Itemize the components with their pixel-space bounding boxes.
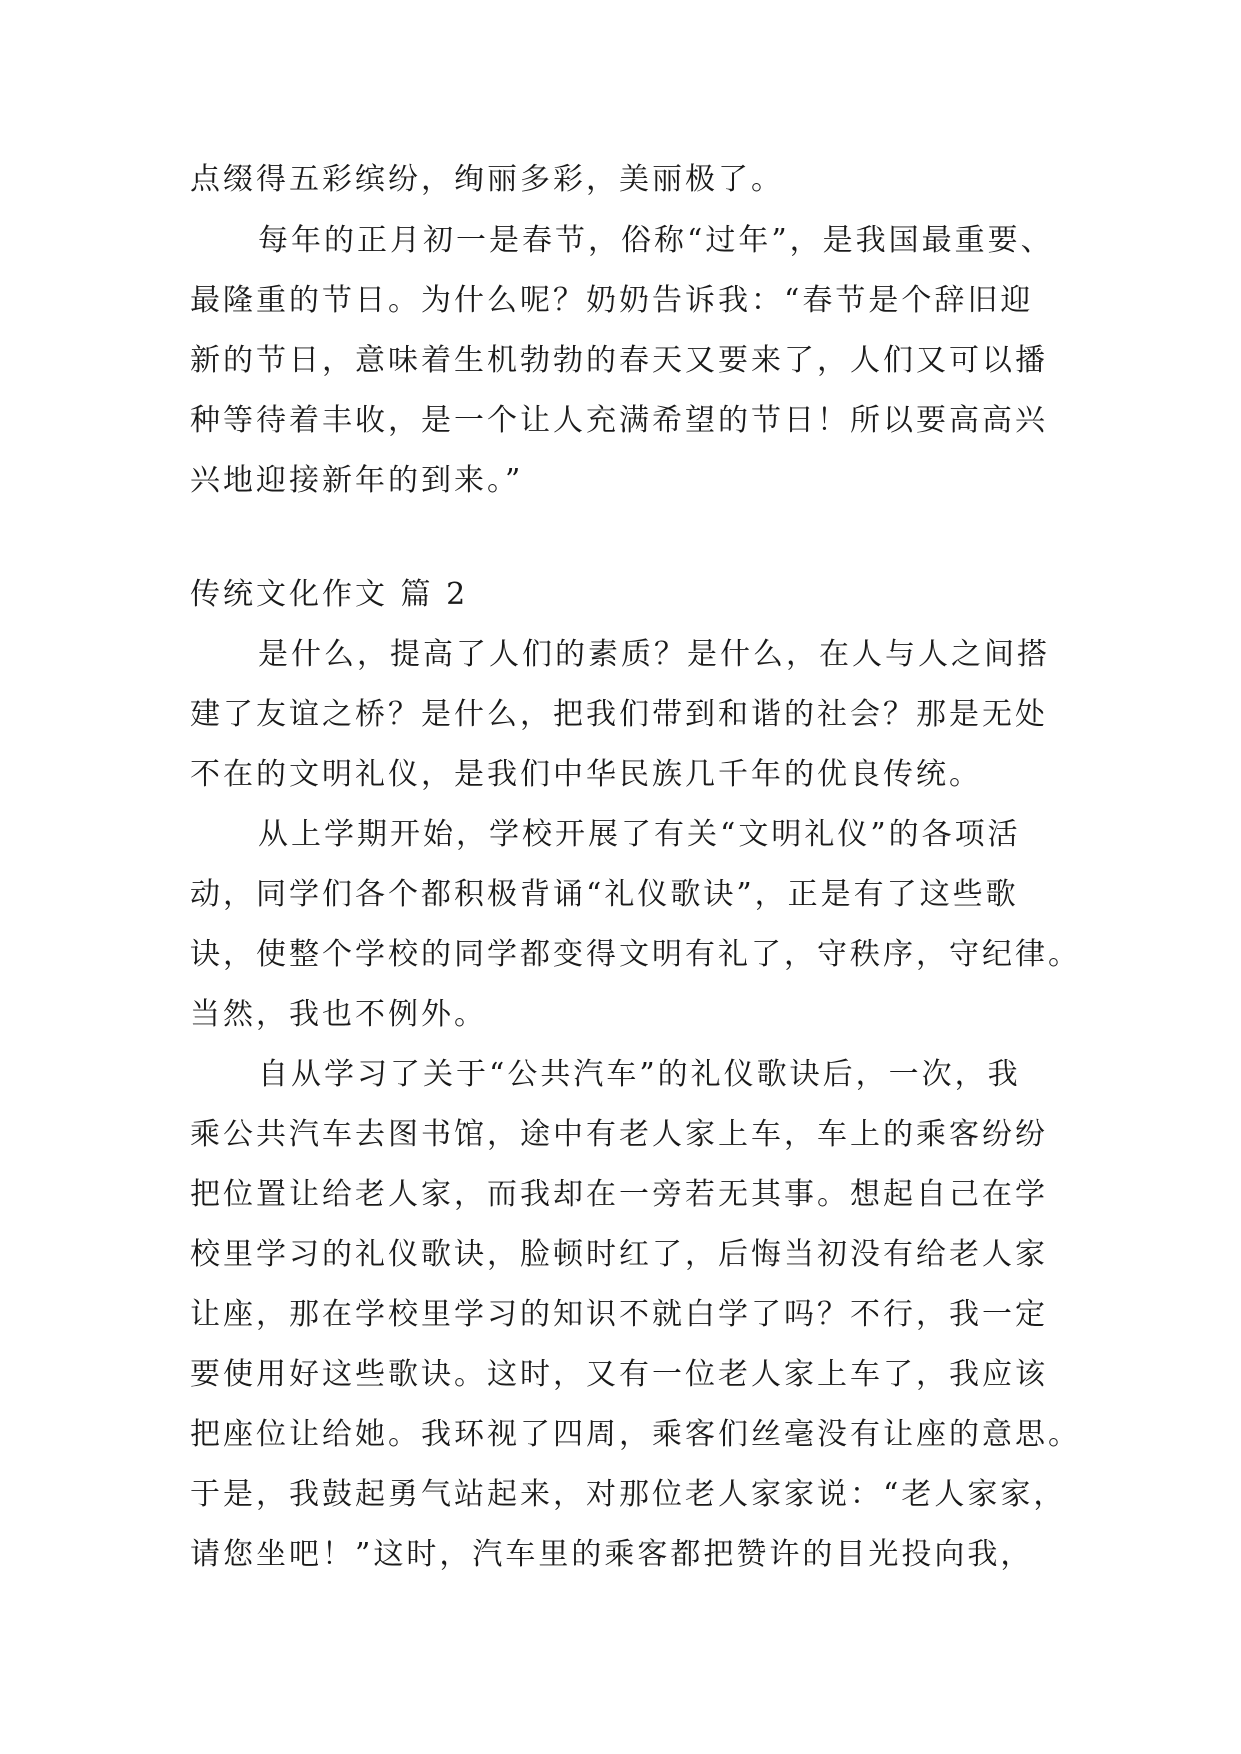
paragraph-line: 乘公共汽车去图书馆，途中有老人家上车，车上的乘客纷纷 [190,1117,1048,1152]
paragraph-line: 点缀得五彩缤纷，绚丽多彩，美丽极了。 [190,162,784,197]
paragraph-line: 不在的文明礼仪，是我们中华民族几千年的优良传统。 [190,757,982,792]
paragraph-line: 当然，我也不例外。 [190,997,487,1032]
paragraph-line: 新的节日，意味着生机勃勃的春天又要来了，人们又可以播 [190,343,1048,378]
paragraph-line: 让座，那在学校里学习的知识不就白学了吗？不行，我一定 [190,1297,1048,1332]
paragraph-line: 把座位让给她。我环视了四周，乘客们丝毫没有让座的意思。 [190,1417,1081,1452]
section-heading: 传统文化作文 篇 2 [190,577,469,612]
paragraph-line: 校里学习的礼仪歌诀，脸顿时红了，后悔当初没有给老人家 [190,1237,1048,1272]
paragraph-line: 是什么，提高了人们的素质？是什么，在人与人之间搭 [258,637,1050,672]
paragraph-line: 把位置让给老人家，而我却在一旁若无其事。想起自己在学 [190,1177,1048,1212]
paragraph-line: 自从学习了关于“公共汽车”的礼仪歌诀后，一次，我 [258,1057,1021,1092]
paragraph-line: 种等待着丰收，是一个让人充满希望的节日！所以要高高兴 [190,403,1048,438]
paragraph-line: 从上学期开始，学校开展了有关“文明礼仪”的各项活 [258,817,1021,852]
paragraph-line: 每年的正月初一是春节，俗称“过年”，是我国最重要、 [258,223,1054,258]
paragraph-line: 请您坐吧！”这时，汽车里的乘客都把赞许的目光投向我， [190,1537,1034,1572]
paragraph-line: 最隆重的节日。为什么呢？奶奶告诉我：“春节是个辞旧迎 [190,283,1034,318]
paragraph-line: 于是，我鼓起勇气站起来，对那位老人家家说：“老人家家， [190,1477,1067,1512]
paragraph-line: 要使用好这些歌诀。这时，又有一位老人家上车了，我应该 [190,1357,1048,1392]
paragraph-line: 建了友谊之桥？是什么，把我们带到和谐的社会？那是无处 [190,697,1048,732]
paragraph-line: 诀，使整个学校的同学都变得文明有礼了，守秩序，守纪律。 [190,937,1081,972]
paragraph-line: 兴地迎接新年的到来。” [190,463,524,498]
paragraph-line: 动，同学们各个都积极背诵“礼仪歌诀”，正是有了这些歌 [190,877,1019,912]
